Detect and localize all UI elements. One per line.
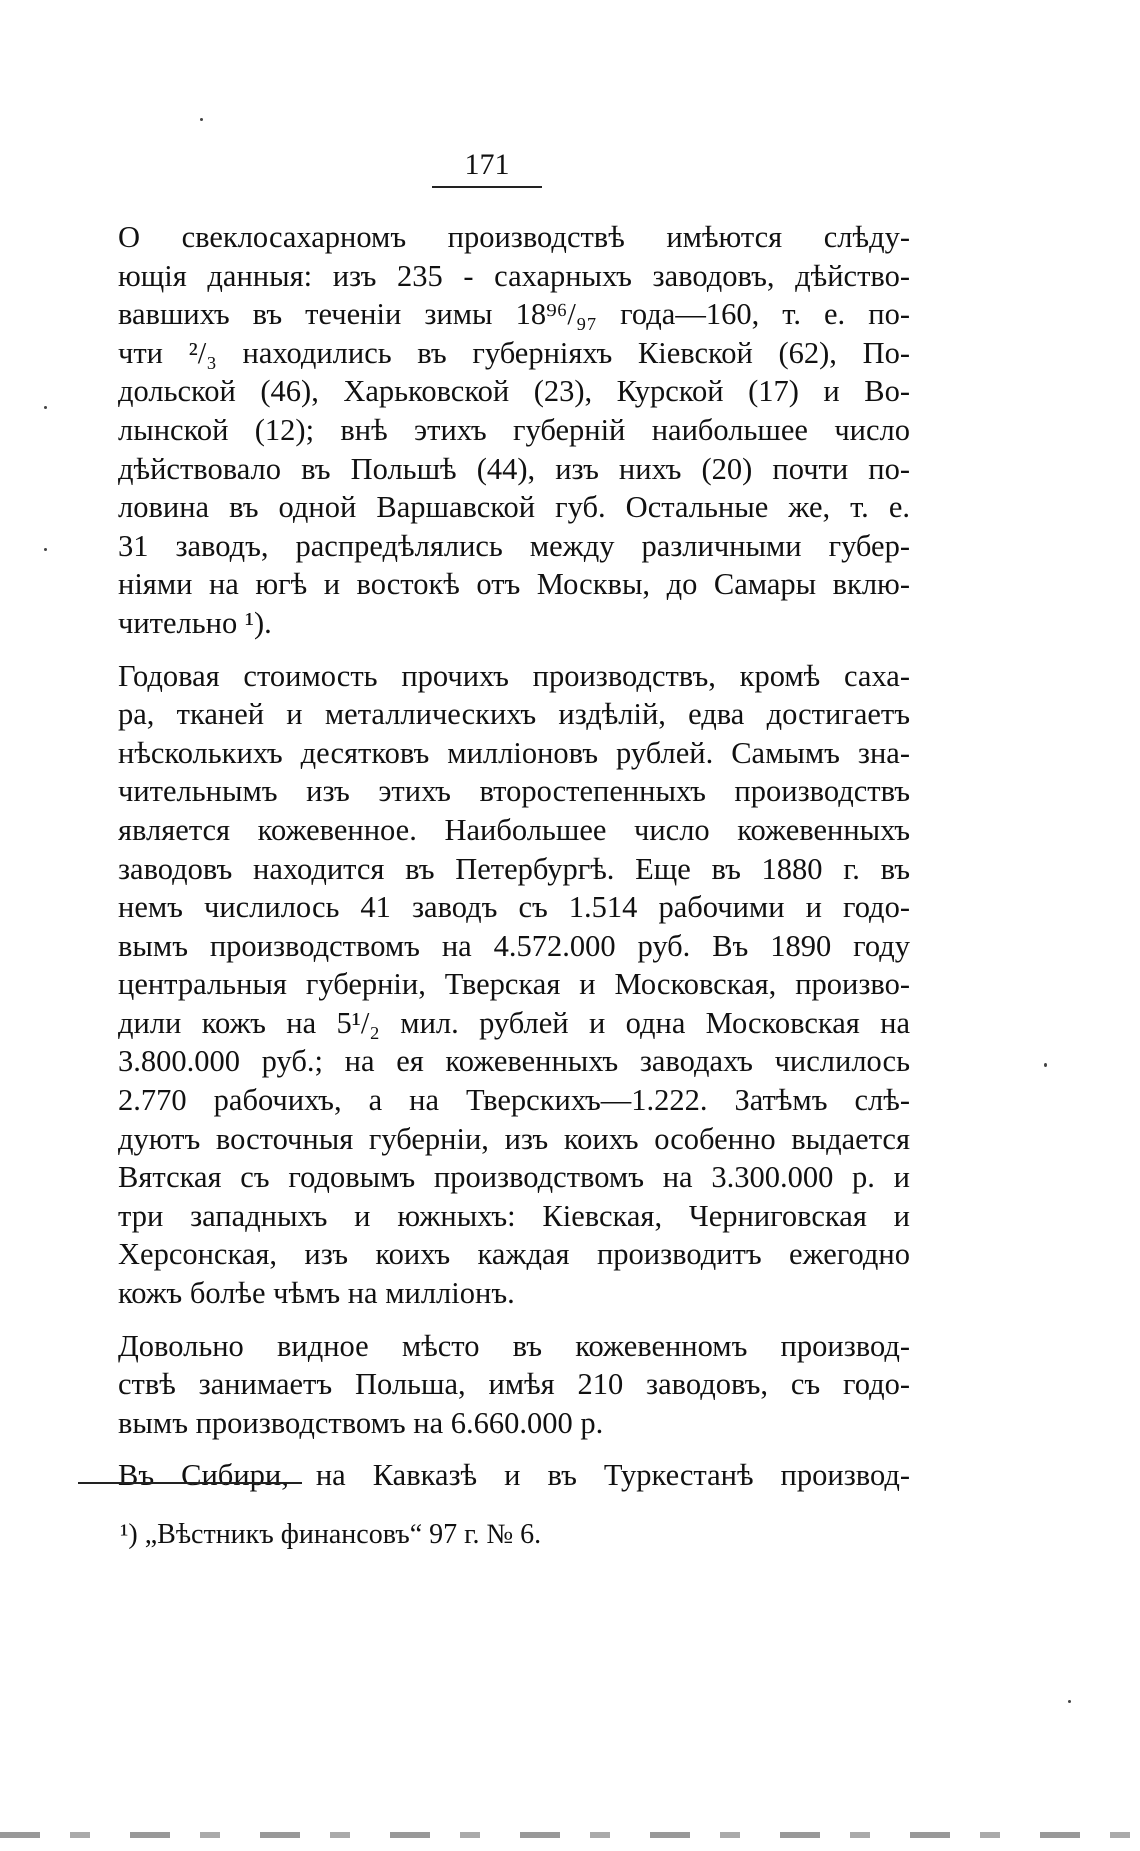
text-line: является кожевенное. Наибольшее число кожевенныхъ [118, 812, 910, 847]
text-line: дольской (46), Харьковской (23), Курской (17) и Во- [118, 374, 910, 409]
text-line: ра, тканей и металлическихъ издѣлій, едва достигаетъ [118, 697, 910, 732]
text-line: немъ числилось 41 заводъ съ 1.514 рабочими и годо- [118, 890, 910, 925]
text-line: вымъ производствомъ на 4.572.000 руб. Въ 1890 году [118, 928, 910, 963]
text-line: чти ²/₃ находились въ губерніяхъ Кіевской (62), По- [118, 335, 910, 370]
text-line: Въ Сибири, на Кавказѣ и въ Туркестанѣ производ- [118, 1458, 910, 1493]
text-line: 3.800.000 руб.; на ея кожевенныхъ заводахъ числилось [118, 1044, 910, 1079]
text-line: Довольно видное мѣсто въ кожевенномъ производ- [118, 1328, 910, 1363]
text-line: вавшихъ въ теченіи зимы 18⁹⁶/₉₇ года—160, т. е. по- [118, 297, 910, 332]
text-line: Вятская съ годовымъ производствомъ на 3.300.000 р. и [118, 1160, 910, 1195]
paragraph-sugar-production [118, 218, 910, 643]
scan-bottom-edge [0, 1832, 1140, 1838]
paragraph-poland [118, 1327, 910, 1443]
page-number: 171 [432, 148, 542, 188]
scan-speck [200, 118, 203, 121]
scan-speck [44, 406, 47, 409]
text-line: ющія данныя: изъ 235 - сахарныхъ заводовъ, дѣйство- [118, 258, 910, 293]
text-line: 31 заводъ, распредѣлялись между различными губер- [118, 528, 910, 563]
text-line: центральныя губерніи, Тверская и Московская, произво- [118, 967, 910, 1002]
text-line: Годовая стоимость прочихъ производствъ, кромѣ саха- [118, 658, 910, 693]
body-text [118, 218, 910, 1495]
footnote: ¹) „Вѣстникъ финансовъ“ 97 г. № 6. [120, 1519, 542, 1550]
footnote-divider [78, 1482, 302, 1484]
text-line: дуютъ восточныя губерніи, изъ коихъ особенно выдается [118, 1121, 910, 1156]
scan-speck [1068, 1700, 1071, 1703]
text-line: нѣсколькихъ десятковъ милліоновъ рублей. Самымъ зна- [118, 735, 910, 770]
text-line: кожъ болѣе чѣмъ на милліонъ. [118, 1276, 515, 1311]
text-line: 2.770 рабочихъ, а на Тверскихъ—1.222. Затѣмъ слѣ- [118, 1083, 910, 1118]
text-line: вымъ производствомъ на 6.660.000 р. [118, 1405, 604, 1440]
text-line: заводовъ находится въ Петербургѣ. Еще въ 1880 г. въ [118, 851, 910, 886]
text-line: ловина въ одной Варшавской губ. Остальные же, т. е. [118, 490, 910, 525]
scan-speck [1044, 1063, 1047, 1067]
scan-speck [44, 548, 47, 551]
text-line: О свеклосахарномъ производствѣ имѣются слѣду- [118, 220, 910, 254]
text-line: чительно ¹). [118, 605, 272, 640]
text-line: ствѣ занимаетъ Польша, имѣя 210 заводовъ, съ годо- [118, 1367, 910, 1402]
text-line: три западныхъ и южныхъ: Кіевская, Черниговская и [118, 1198, 910, 1233]
text-line: Херсонская, изъ коихъ каждая производитъ ежегодно [118, 1237, 910, 1272]
text-line: чительнымъ изъ этихъ второстепенныхъ производствъ [118, 774, 910, 809]
text-line: дѣйствовало въ Польшѣ (44), изъ нихъ (20) почти по- [118, 451, 910, 486]
text-line: ніями на югѣ и востокѣ отъ Москвы, до Самары вклю- [118, 567, 910, 602]
text-line: дили кожъ на 5¹/₂ мил. рублей и одна Московская на [118, 1005, 910, 1040]
paragraph-siberia [118, 1456, 910, 1495]
text-line: лынской (12); внѣ этихъ губерній наибольшее число [118, 412, 910, 447]
paragraph-leather-production [118, 657, 910, 1313]
